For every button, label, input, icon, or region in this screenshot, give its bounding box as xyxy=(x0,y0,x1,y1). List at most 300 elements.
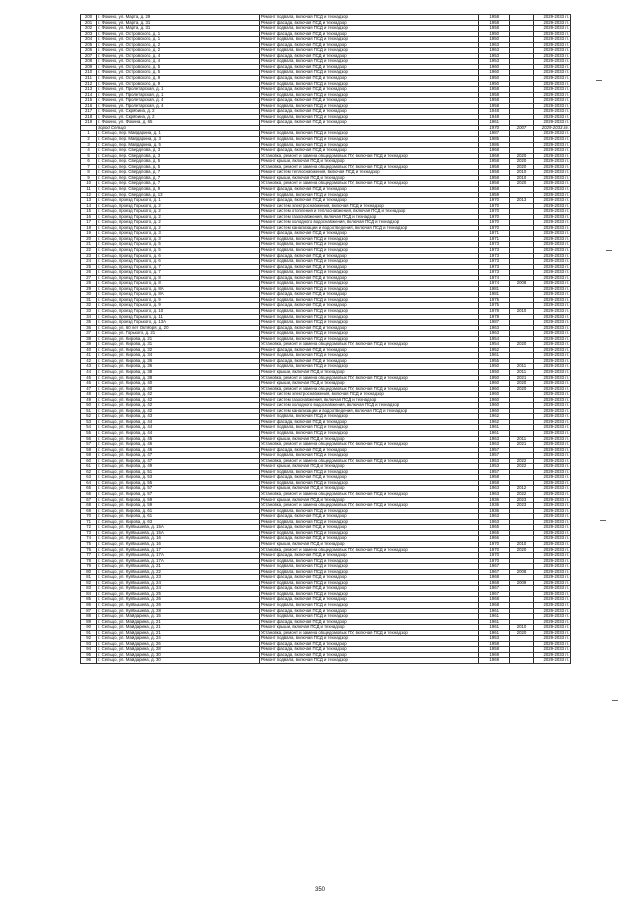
row-number-cell: 87 xyxy=(81,608,97,614)
address-cell: г. Сельцо, ул. Кирова, д. 44 xyxy=(97,419,260,425)
row-number-cell: 210 xyxy=(81,70,97,76)
work-type-cell: Ремонт подвала, включая ПСД и технадзор xyxy=(259,602,478,608)
work-type-cell: Ремонт подвала, включая ПСД и технадзор xyxy=(259,259,478,265)
table-row xyxy=(81,59,571,65)
address-cell: г. Сельцо, ул. Майдарина, д. 21 xyxy=(97,619,260,625)
year-cell: 1973 xyxy=(479,242,510,248)
work-type-cell: Ремонт фасада, включая ПСД и технадзор xyxy=(259,652,478,658)
address-cell: г. Сельцо, ул. Куйбышева, д. 15А xyxy=(97,530,260,536)
table-row xyxy=(81,153,571,159)
table-row xyxy=(81,209,571,215)
row-number-cell: 89 xyxy=(81,619,97,625)
row-number-cell: 46 xyxy=(81,381,97,387)
address-cell: г. Сельцо, ул. Кирова, д. 40 xyxy=(97,381,260,387)
row-number-cell: 24 xyxy=(81,259,97,265)
work-type-cell: Ремонт крыши, включая ПСД и технадзор xyxy=(259,486,478,492)
work-type-cell: Ремонт подвала, включая ПСД и технадзор xyxy=(259,114,478,120)
row-number-cell: 73 xyxy=(81,530,97,536)
work-type-cell: Ремонт фасада, включая ПСД и технадзор xyxy=(259,253,478,259)
work-type-cell: Ремонт подвала, включая ПСД и технадзор xyxy=(259,137,478,143)
last-repair-year-cell: 2022 xyxy=(510,492,533,498)
table-row xyxy=(81,558,571,564)
planned-period-cell: 2029-2033 гг. xyxy=(533,469,570,475)
planned-period-cell: 2029-2033 гг. xyxy=(533,525,570,531)
planned-period-cell: 2029-2033 гг. xyxy=(533,281,570,287)
planned-period-cell: 2029-2033 гг. xyxy=(533,320,570,326)
planned-period-cell: 2029-2033 гг. xyxy=(533,203,570,209)
planned-period-cell: 2029-2033 гг. xyxy=(533,225,570,231)
work-type-cell: Ремонт фасада, включая ПСД и технадзор xyxy=(259,87,478,93)
margin-mark xyxy=(600,520,606,521)
address-cell: г. Сельцо, ул. Майдарина, д. 28 xyxy=(97,647,260,653)
address-cell: г. Сельцо, ул. 60 лет Октября, д. 20 xyxy=(97,325,260,331)
work-type-cell: Установка, ремонт и замена общедомовых ПУ, включая ПСД и технадзор xyxy=(259,181,478,187)
work-type-cell: Ремонт систем холодного водоснабжения, включая ПСД и технадзор xyxy=(259,403,478,409)
address-cell: г. Сельцо, проезд Горького, д. 5 xyxy=(97,247,260,253)
last-repair-year-cell: 2007 xyxy=(510,125,533,131)
year-cell: 1975 xyxy=(479,303,510,309)
year-cell: 1958 xyxy=(479,164,510,170)
year-cell: 1961 xyxy=(479,431,510,437)
planned-period-cell: 2029-2033 гг. xyxy=(533,209,570,215)
planned-period-cell: 2029-2033 гг. xyxy=(533,142,570,148)
year-cell: 1958 xyxy=(479,175,510,181)
work-type-cell: Ремонт подвала, включая ПСД и технадзор xyxy=(259,142,478,148)
year-cell: 1961 xyxy=(479,120,510,126)
work-type-cell: Ремонт фасада, включая ПСД и технадзор xyxy=(259,31,478,37)
work-type-cell: Установка, ремонт и замена общедомовых ПУ, включая ПСД и технадзор xyxy=(259,458,478,464)
table-row xyxy=(81,580,571,586)
address-cell: г. Фокино, ул. Фокина, д. 65 xyxy=(97,120,260,126)
planned-period-cell: 2029-2033 гг. xyxy=(533,76,570,82)
address-cell: г. Сельцо, ул. Кирова, д. 43 xyxy=(97,414,260,420)
row-number-cell: 217 xyxy=(81,109,97,115)
year-cell: 1969 xyxy=(479,652,510,658)
year-cell: 1966 xyxy=(479,536,510,542)
row-number-cell: 56 xyxy=(81,436,97,442)
work-type-cell: Ремонт фасада, включая ПСД и технадзор xyxy=(259,597,478,603)
address-cell: г. Сельцо, ул. Куйбышева, д. 17А xyxy=(97,558,260,564)
last-repair-year-cell: 2020 xyxy=(510,159,533,165)
address-cell: г. Сельцо, ул. Кирова, д. 59 xyxy=(97,497,260,503)
planned-period-cell: 2029-2033 гг. xyxy=(533,186,570,192)
year-cell: 1959 xyxy=(479,192,510,198)
year-cell: 1958 xyxy=(479,475,510,481)
work-type-cell: Ремонт подвала, включая ПСД и технадзор xyxy=(259,636,478,642)
table-row xyxy=(81,225,571,231)
address-cell: г. Фокино, ул. Островского, д. 2 xyxy=(97,48,260,54)
row-number-cell: 71 xyxy=(81,519,97,525)
year-cell: 1978 xyxy=(479,314,510,320)
planned-period-cell: 2029-2033 гг. xyxy=(533,214,570,220)
planned-period-cell: 2029-2033 гг. xyxy=(533,403,570,409)
year-cell: 1958 xyxy=(479,480,510,486)
table-row xyxy=(81,53,571,59)
address-cell: г. Сельцо, ул. Кирова, д. 49 xyxy=(97,464,260,470)
planned-period-cell: 2029-2033 гг. xyxy=(533,558,570,564)
year-cell: 1974 xyxy=(479,281,510,287)
work-type-cell: Ремонт подвала, включая ПСД и технадзор xyxy=(259,314,478,320)
planned-period-cell: 2029-2033 гг. xyxy=(533,364,570,370)
planned-period-cell: 2029-2033 гг. xyxy=(533,586,570,592)
work-type-cell: Ремонт фасада, включая ПСД и технадзор xyxy=(259,231,478,237)
row-number-cell: 27 xyxy=(81,275,97,281)
year-cell: 1974 xyxy=(479,275,510,281)
last-repair-year-cell: 2010 xyxy=(510,175,533,181)
row-number-cell: 13 xyxy=(81,198,97,204)
row-number-cell: 205 xyxy=(81,42,97,48)
table-row xyxy=(81,253,571,259)
year-cell: 1971 xyxy=(479,236,510,242)
address-cell: г. Сельцо, проезд Горького, д. 7 xyxy=(97,264,260,270)
planned-period-cell: 2029-2033 гг. xyxy=(533,64,570,70)
table-row xyxy=(81,564,571,570)
planned-period-cell: 2029-2033 гг. xyxy=(533,303,570,309)
work-type-cell: Ремонт подвала, включая ПСД и технадзор xyxy=(259,242,478,248)
year-cell: 1970 xyxy=(479,225,510,231)
year-cell: 1975 xyxy=(479,297,510,303)
row-number-cell: 54 xyxy=(81,425,97,431)
work-type-cell: Ремонт подвала, включая ПСД и технадзор xyxy=(259,81,478,87)
year-cell: 1962 xyxy=(479,419,510,425)
planned-period-cell: 2029-2033 гг. xyxy=(533,658,570,664)
last-repair-year-cell: 2010 xyxy=(510,170,533,176)
planned-period-cell: 2029-2033 гг. xyxy=(533,109,570,115)
table-row xyxy=(81,64,571,70)
work-type-cell: Ремонт подвала, включая ПСД и технадзор xyxy=(259,591,478,597)
table-row xyxy=(81,320,571,326)
address-cell: г. Сельцо, ул. Кирова, д. 57 xyxy=(97,486,260,492)
work-type-cell: Ремонт фасада, включая ПСД и технадзор xyxy=(259,475,478,481)
year-cell: 1958 xyxy=(479,641,510,647)
planned-period-cell: 2029-2033 гг. xyxy=(533,15,570,21)
table-row xyxy=(81,98,571,104)
last-repair-year-cell: 2023 xyxy=(510,503,533,509)
table-row xyxy=(81,630,571,636)
address-cell: г. Фокино, ул. Островского, д. 5 xyxy=(97,64,260,70)
address-cell: г. Сельцо, пер. Свердлова, д. 7 xyxy=(97,175,260,181)
table-row xyxy=(81,242,571,248)
table-row xyxy=(81,270,571,276)
planned-period-cell: 2029-2033 гг. xyxy=(533,336,570,342)
work-type-cell: Ремонт подвала, включая ПСД и технадзор xyxy=(259,48,478,54)
table-row xyxy=(81,586,571,592)
planned-period-cell: 2029-2033 гг. xyxy=(533,375,570,381)
work-type-cell: Ремонт подвала, включая ПСД и технадзор xyxy=(259,558,478,564)
year-cell: 1985 xyxy=(479,137,510,143)
work-type-cell: Ремонт подвала, включая ПСД и технадзор xyxy=(259,353,478,359)
year-cell: 1961 xyxy=(479,625,510,631)
year-cell: 1960 xyxy=(479,408,510,414)
address-cell: г. Фокино, ул. Пролетарская, д. 4 xyxy=(97,103,260,109)
year-cell: 1987 xyxy=(479,131,510,137)
year-cell: 1969 xyxy=(479,658,510,664)
year-cell: 1958 xyxy=(479,87,510,93)
work-type-cell: Ремонт систем канализации и водоотведения, включая ПСД и технадзор xyxy=(259,225,478,231)
year-cell: 1961 xyxy=(479,619,510,625)
row-number-cell: 8 xyxy=(81,170,97,176)
table-row xyxy=(81,259,571,265)
work-type-cell: Ремонт подвала, включая ПСД и технадзор xyxy=(259,519,478,525)
row-number-cell: 1 xyxy=(81,131,97,137)
row-number-cell: 21 xyxy=(81,242,97,248)
year-cell: 1953 xyxy=(479,636,510,642)
planned-period-cell: 2029-2033 гг. xyxy=(533,137,570,143)
planned-period-cell: 2029-2033 гг. xyxy=(533,641,570,647)
address-cell: г. Сельцо, ул. Куйбышева, д. 24 xyxy=(97,586,260,592)
address-cell: г. Фокино, ул. Марта, д. 31 xyxy=(97,26,260,32)
year-cell: 1970 xyxy=(479,209,510,215)
table-row xyxy=(81,76,571,82)
year-cell: 1958 xyxy=(479,98,510,104)
row-number-cell: 53 xyxy=(81,419,97,425)
row-number-cell: 67 xyxy=(81,497,97,503)
year-cell: 1965 xyxy=(479,530,510,536)
year-cell: 1950 xyxy=(479,370,510,376)
planned-period-cell: 2029-2033 гг. xyxy=(533,381,570,387)
address-cell: г. Фокино, ул. Пролетарская, д. 4 xyxy=(97,98,260,104)
row-number-cell: 63 xyxy=(81,475,97,481)
year-cell: 1953 xyxy=(479,53,510,59)
row-number-cell: 204 xyxy=(81,37,97,43)
address-cell: г. Сельцо, ул. Майдарина, д. 15 xyxy=(97,614,260,620)
year-cell: 1973 xyxy=(479,259,510,265)
planned-period-cell: 2029-2033 гг. xyxy=(533,253,570,259)
row-number-cell: 91 xyxy=(81,630,97,636)
year-cell: 1963 xyxy=(479,492,510,498)
address-cell: г. Сельцо, пер. Свердлова, д. 5 xyxy=(97,159,260,165)
planned-period-cell: 2029-2033 гг. xyxy=(533,480,570,486)
table-row xyxy=(81,81,571,87)
work-type-cell: Установка, ремонт и замена общедомовых ПУ, включая ПСД и технадзор xyxy=(259,503,478,509)
address-cell: г. Сельцо, пер. Свердлова, д. 9 xyxy=(97,186,260,192)
row-number-cell: 62 xyxy=(81,469,97,475)
address-cell: г. Сельцо, ул. Майдарина, д. 30 xyxy=(97,652,260,658)
address-cell: г. Сельцо, ул. Куйбышева, д. 25 xyxy=(97,591,260,597)
planned-period-cell: 2029-2033 гг. xyxy=(533,148,570,154)
planned-period-cell: 2029-2033 гг. xyxy=(533,486,570,492)
year-cell: 1963 xyxy=(479,442,510,448)
table-row xyxy=(81,602,571,608)
year-cell: 1958 xyxy=(479,170,510,176)
last-repair-year-cell: 2020 xyxy=(510,630,533,636)
address-cell: г. Сельцо, ул. Куйбышева, д. 23 xyxy=(97,575,260,581)
table-row xyxy=(81,247,571,253)
planned-period-cell: 2029-2033 гг. xyxy=(533,530,570,536)
address-cell: г. Сельцо, ул. Майдарина, д. 24 xyxy=(97,636,260,642)
row-number-cell: 43 xyxy=(81,364,97,370)
address-cell: г. Сельцо, проезд Горького, д. 8 xyxy=(97,281,260,287)
work-type-cell: Ремонт фасада, включая ПСД и технадзор xyxy=(259,42,478,48)
row-number-cell: 51 xyxy=(81,408,97,414)
page-number: 350 xyxy=(314,887,325,893)
last-repair-year-cell: 2010 xyxy=(510,308,533,314)
row-number-cell: 30 xyxy=(81,292,97,298)
address-cell: г. Сельцо, ул. Кирова, д. 59 xyxy=(97,503,260,509)
table-row xyxy=(81,530,571,536)
year-cell: 1954 xyxy=(479,342,510,348)
address-cell: г. Сельцо, ул. Кирова, д. 44 xyxy=(97,425,260,431)
address-cell: г. Сельцо, пер. Майдарина, д. 3 xyxy=(97,137,260,143)
row-number-cell: 93 xyxy=(81,641,97,647)
address-cell: г. Сельцо, проезд Горького, д. 5 xyxy=(97,242,260,248)
table-row xyxy=(81,103,571,109)
work-type-cell: Ремонт фасада, включая ПСД и технадзор xyxy=(259,514,478,520)
address-cell: г. Сельцо, проезд Горького, д. 11 xyxy=(97,314,260,320)
table-row xyxy=(81,48,571,54)
address-cell: г. Сельцо, ул. Кирова, д. 42 xyxy=(97,408,260,414)
year-cell: 1960 xyxy=(479,64,510,70)
planned-period-cell: 2029-2033 гг. xyxy=(533,81,570,87)
table-row xyxy=(81,203,571,209)
planned-period-cell: 2029-2033 гг. xyxy=(533,536,570,542)
work-type-cell: Ремонт подвала, включая ПСД и технадзор xyxy=(259,480,478,486)
year-cell: 1970 xyxy=(479,547,510,553)
table-body xyxy=(81,15,571,664)
address-cell: г. Сельцо, ул. Кирова, д. 40 xyxy=(97,386,260,392)
work-type-cell: Установка, ремонт и замена общедомовых ПУ, включая ПСД и технадзор xyxy=(259,442,478,448)
row-number-cell: 201 xyxy=(81,20,97,26)
address-cell: г. Сельцо, ул. Кирова, д. 31 xyxy=(97,342,260,348)
row-number-cell: 68 xyxy=(81,503,97,509)
planned-period-cell: 2029-2033 гг. xyxy=(533,131,570,137)
address-cell: г. Сельцо, ул. Кирова, д. 42 xyxy=(97,392,260,398)
row-number-cell: 41 xyxy=(81,353,97,359)
year-cell: 1968 xyxy=(479,575,510,581)
year-cell: 1958 xyxy=(479,26,510,32)
row-number-cell: 31 xyxy=(81,297,97,303)
planned-period-cell: 2029-2033 гг. xyxy=(533,153,570,159)
last-repair-year-cell: 2020 xyxy=(510,164,533,170)
table-row xyxy=(81,198,571,204)
work-type-cell: Ремонт фасада, включая ПСД и технадзор xyxy=(259,347,478,353)
row-number-cell: 14 xyxy=(81,203,97,209)
planned-period-cell: 2029-2033 гг. xyxy=(533,275,570,281)
address-cell: г. Сельцо, ул. Кирова, д. 55 xyxy=(97,480,260,486)
row-number-cell: 32 xyxy=(81,303,97,309)
address-cell: г. Сельцо, проезд Горького, д. 2 xyxy=(97,203,260,209)
table-row xyxy=(81,308,571,314)
row-number-cell: 50 xyxy=(81,403,97,409)
planned-period-cell: 2029-2033 гг. xyxy=(533,436,570,442)
work-type-cell: Ремонт фасада, включая ПСД и технадзор xyxy=(259,619,478,625)
table-row xyxy=(81,331,571,337)
planned-period-cell: 2029-2033 гг. xyxy=(533,514,570,520)
table-row xyxy=(81,70,571,76)
planned-period-cell: 2029-2033 гг. xyxy=(533,630,570,636)
last-repair-year-cell: 2009 xyxy=(510,580,533,586)
last-repair-year-cell: 2020 xyxy=(510,342,533,348)
planned-period-cell: 2029-2033 гг. xyxy=(533,297,570,303)
address-cell: г. Сельцо, проезд Горького, д. 7 xyxy=(97,270,260,276)
year-cell: 1963 xyxy=(479,48,510,54)
planned-period-cell: 2029-2033 гг. xyxy=(533,636,570,642)
table-row xyxy=(81,159,571,165)
work-type-cell: Ремонт фасада, включая ПСД и технадзор xyxy=(259,641,478,647)
year-cell: 1970 xyxy=(479,198,510,204)
work-type-cell: Ремонт фасада, включая ПСД и технадзор xyxy=(259,275,478,281)
year-cell: 1936 xyxy=(479,503,510,509)
address-cell: г. Сельцо, ул. Горького, д. 21 xyxy=(97,331,260,337)
row-number-cell: 74 xyxy=(81,536,97,542)
planned-period-cell: 2029-2033 гг. xyxy=(533,591,570,597)
year-cell: 1961 xyxy=(479,614,510,620)
table-row xyxy=(81,652,571,658)
planned-period-cell: 2029-2033 гг. xyxy=(533,580,570,586)
address-cell: г. Сельцо, ул. Кирова, д. 38 xyxy=(97,375,260,381)
table-row xyxy=(81,303,571,309)
planned-period-cell: 2029-2033 гг. xyxy=(533,87,570,93)
address-cell: г. Сельцо, ул. Кирова, д. 46 xyxy=(97,442,260,448)
address-cell: г. Сельцо, проезд Горького, д. 9 xyxy=(97,303,260,309)
work-type-cell: Ремонт подвала, включая ПСД и технадзор xyxy=(259,37,478,43)
planned-period-cell: 2029-2033 гг. xyxy=(533,125,570,131)
row-number-cell: 85 xyxy=(81,597,97,603)
last-repair-year-cell: 2021 xyxy=(510,375,533,381)
work-type-cell: Ремонт фасада, включая ПСД и технадзор xyxy=(259,148,478,154)
row-number-cell: 75 xyxy=(81,541,97,547)
year-cell: 1973 xyxy=(479,264,510,270)
last-repair-year-cell: 2013 xyxy=(510,198,533,204)
address-cell: г. Сельцо, проезд Горького, д. 8 xyxy=(97,275,260,281)
work-type-cell: Ремонт подвала, включая ПСД и технадзор xyxy=(259,236,478,242)
planned-period-cell: 2029-2033 гг. xyxy=(533,98,570,104)
planned-period-cell: 2029-2033 гг. xyxy=(533,170,570,176)
table-row xyxy=(81,297,571,303)
address-cell: г. Сельцо, проезд Горького, д. 2 xyxy=(97,220,260,226)
planned-period-cell: 2029-2033 гг. xyxy=(533,492,570,498)
row-number-cell: 59 xyxy=(81,453,97,459)
year-cell: 1958 xyxy=(479,20,510,26)
table-row xyxy=(81,625,571,631)
planned-period-cell: 2029-2033 гг. xyxy=(533,353,570,359)
planned-period-cell: 2029-2033 гг. xyxy=(533,259,570,265)
year-cell: 1963 xyxy=(479,514,510,520)
margin-mark xyxy=(612,700,618,701)
work-type-cell: Установка, ремонт и замена общедомовых ПУ, включая ПСД и технадзор xyxy=(259,153,478,159)
address-cell: г. Сельцо, ул. Кирова, д. 21 xyxy=(97,336,260,342)
row-number-cell: 20 xyxy=(81,236,97,242)
row-number-cell: 5 xyxy=(81,153,97,159)
row-number-cell: 11 xyxy=(81,186,97,192)
year-cell: 1981 xyxy=(479,286,510,292)
planned-period-cell: 2029-2033 гг. xyxy=(533,26,570,32)
table-row xyxy=(81,214,571,220)
row-number-cell: 34 xyxy=(81,314,97,320)
planned-period-cell: 2029-2033 гг. xyxy=(533,608,570,614)
address-cell: г. Фокино, ул. Островского, д. 1 xyxy=(97,31,260,37)
year-cell: 1958 xyxy=(479,181,510,187)
year-cell: 1973 xyxy=(479,270,510,276)
year-cell: 1952 xyxy=(479,347,510,353)
year-cell: 1978 xyxy=(479,308,510,314)
row-number-cell: 10 xyxy=(81,181,97,187)
row-number-cell: 76 xyxy=(81,547,97,553)
planned-period-cell: 2029-2033 гг. xyxy=(533,48,570,54)
address-cell: г. Фокино, ул. Островского, д. 9 xyxy=(97,76,260,82)
work-type-cell: Ремонт систем газоснабжения, включая ПСД и технадзор xyxy=(259,397,478,403)
work-type-cell: Ремонт фасада, включая ПСД и технадзор xyxy=(259,608,478,614)
work-type-cell: Установка, ремонт и замена общедомовых ПУ, включая ПСД и технадзор xyxy=(259,492,478,498)
planned-period-cell: 2029-2033 гг. xyxy=(533,236,570,242)
planned-period-cell: 2029-2033 гг. xyxy=(533,70,570,76)
work-type-cell: Ремонт фасада, включая ПСД и технадзор xyxy=(259,109,478,115)
planned-period-cell: 2029-2033 гг. xyxy=(533,397,570,403)
work-type-cell: Установка, ремонт и замена общедомовых ПУ, включая ПСД и технадзор xyxy=(259,375,478,381)
address-cell: г. Фокино, ул. Пролетарская, д. 1 xyxy=(97,87,260,93)
year-cell: 1960 xyxy=(479,386,510,392)
work-type-cell: Ремонт крыши, включая ПСД и технадзор xyxy=(259,464,478,470)
